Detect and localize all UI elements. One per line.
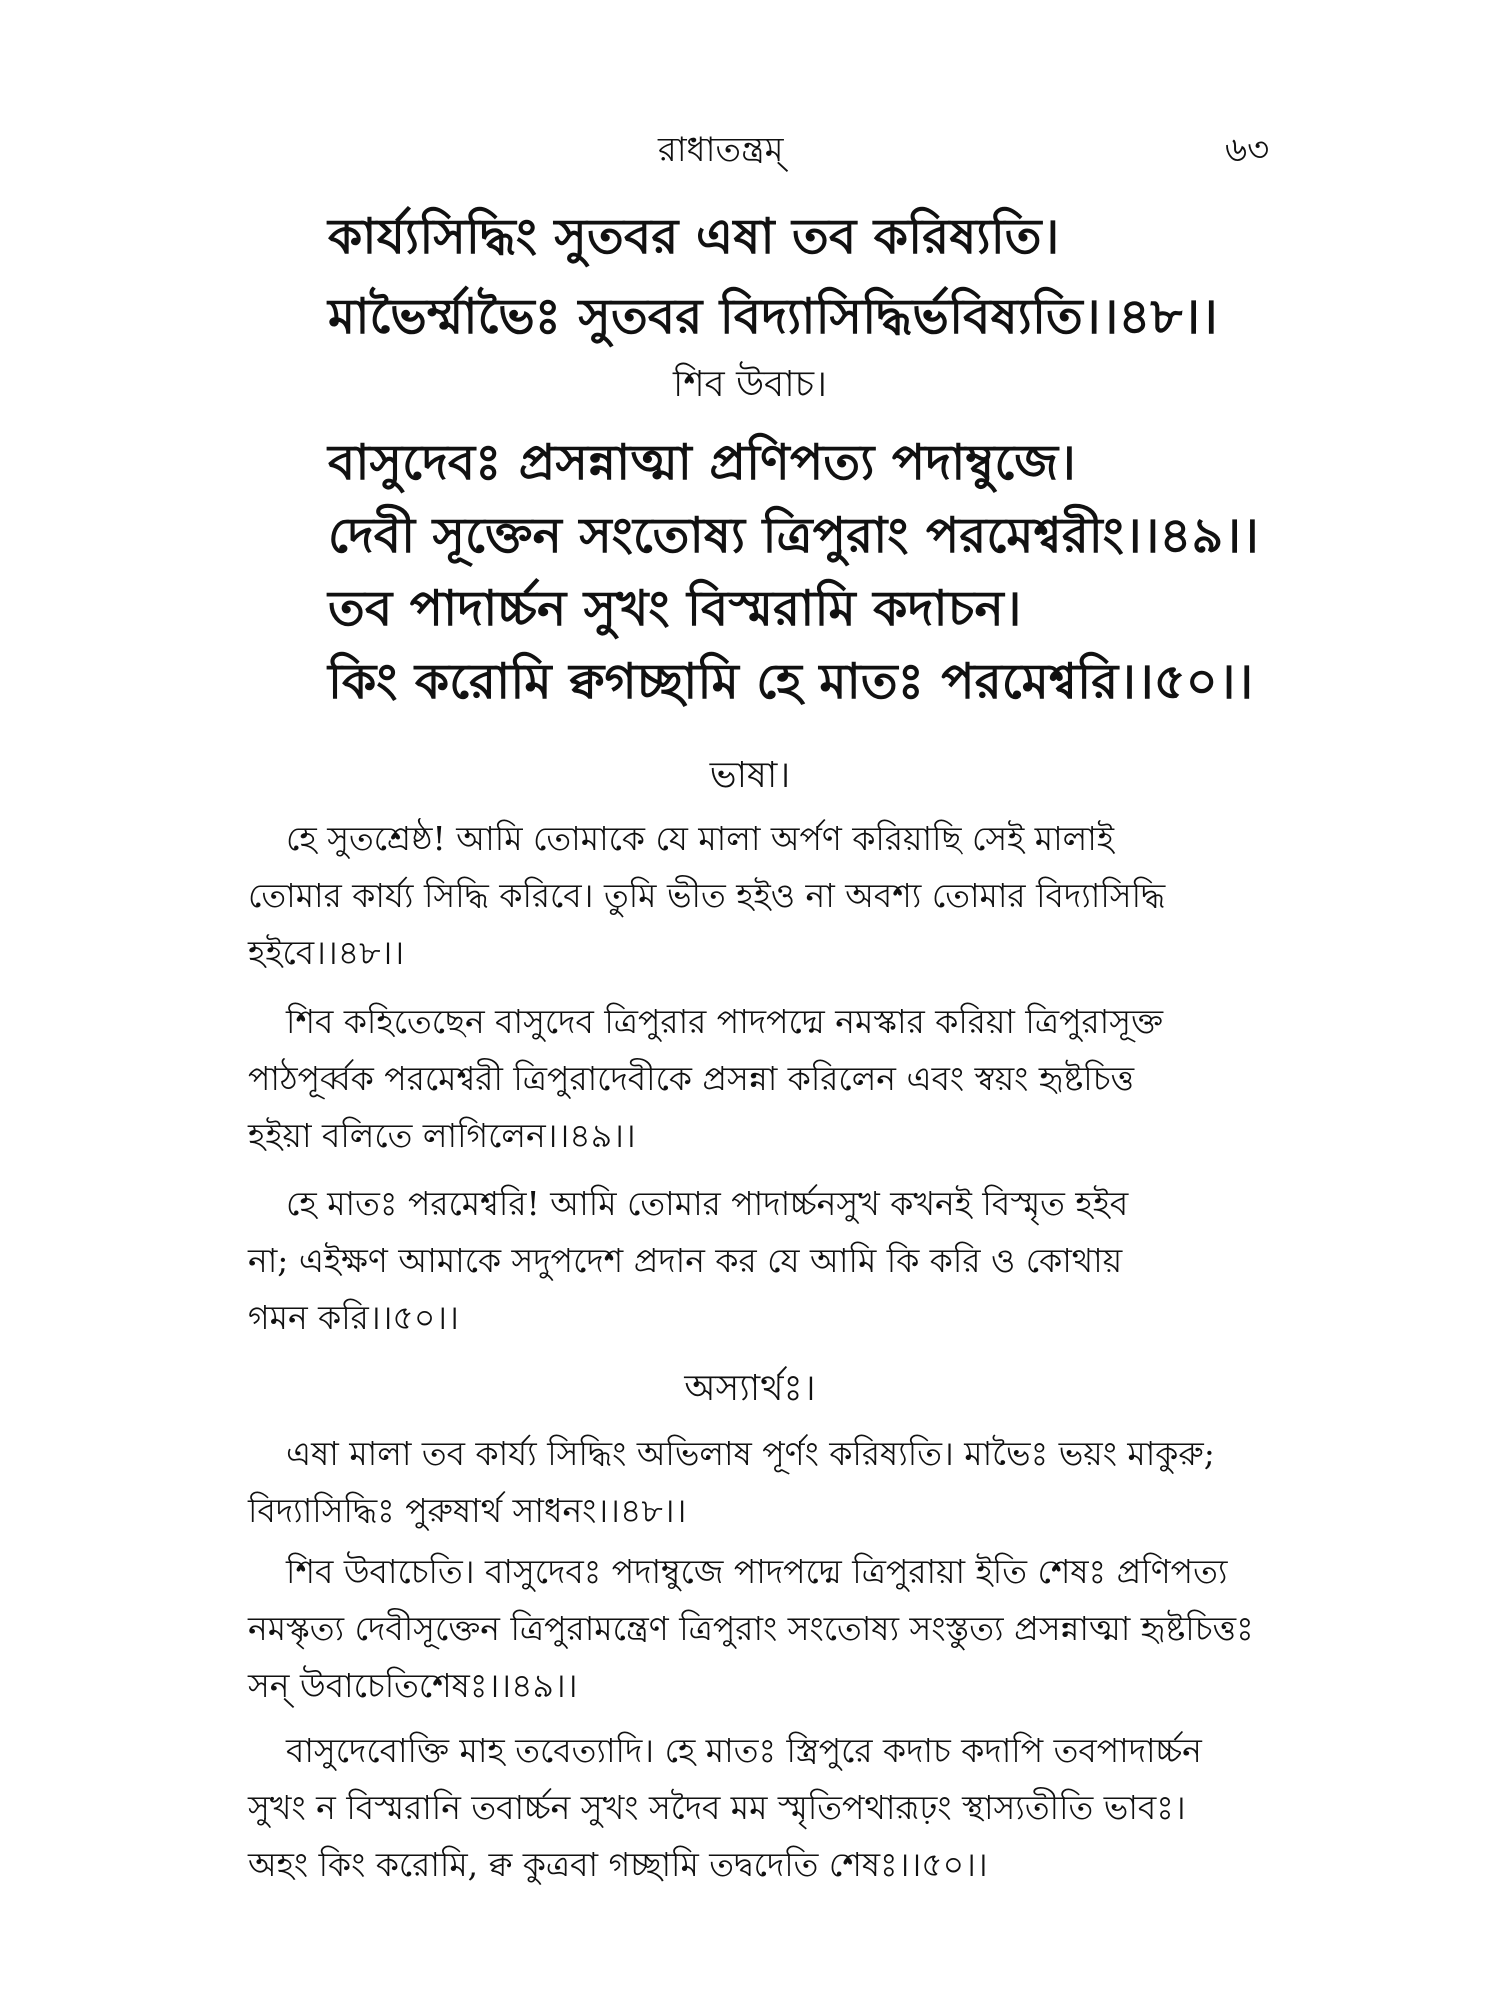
text-line: নমস্কৃত্য দেবীসূক্তেন ত্রিপুরামন্ত্রেণ ত্রিপুরাং সংতোষ্য সংস্তুত্য প্রসন্নাত্মা হৃষ্টচিত্তঃ: [248, 1609, 1254, 1648]
text-line: গমন করি।।৫০।।: [248, 1298, 459, 1337]
commentary-paragraph: [248, 1543, 1254, 1714]
verse-line: বাসুদেবঃ প্রসন্নাত্মা প্রণিপত্য পদাম্বুজে।: [328, 433, 1076, 491]
translation-paragraph: [248, 1175, 1188, 1346]
verse-line: মাভৈর্ম্মাভৈঃ সুতবর বিদ্যাসিদ্ধির্ভবিষ্যতি।।৪৮।।: [328, 287, 1218, 345]
text-line: এষা মালা তব কার্য্য সিদ্ধিং অভিলাষ পূর্ণং করিষ্যতি। মাভৈঃ ভয়ং মাকুরু;: [286, 1434, 1215, 1473]
verse-line: দেবী সূক্তেন সংতোষ্য ত্রিপুরাং পরমেশ্বরীং।।৪৯।।: [328, 506, 1259, 564]
text-line: সুখং ন বিস্মরানি তবার্চ্চন সুখং সদৈব মম স্মৃতিপথারূঢ়ং স্থাস্যতীতি ভাবঃ।: [248, 1788, 1186, 1827]
text-line: হইবে।।৪৮।।: [248, 933, 405, 972]
text-line: অহং কিং করোমি, ক্ব কুত্রবা গচ্ছামি তদ্বদেতি শেষঃ।।৫০।।: [248, 1845, 988, 1884]
text-line: শিব উবাচেতি। বাসুদেবঃ পদাম্বুজে পাদপদ্মে ত্রিপুরায়া ইতি শেষঃ প্রণিপত্য: [286, 1552, 1228, 1591]
text-line: হইয়া বলিতে লাগিলেন।।৪৯।।: [248, 1116, 636, 1155]
commentary-paragraph: [248, 1722, 1202, 1893]
text-line: বিদ্যাসিদ্ধিঃ পুরুষার্থ সাধনং।।৪৮।।: [248, 1491, 687, 1530]
text-line: তোমার কার্য্য সিদ্ধি করিবে। তুমি ভীত হইও না অবশ্য তোমার বিদ্যাসিদ্ধি: [248, 876, 1166, 915]
text-line: হে মাতঃ পরমেশ্বরি! আমি তোমার পাদার্চ্চনসুখ কখনই বিস্মৃত হইব: [286, 1184, 1129, 1223]
verse-line: কিং করোমি ক্বগচ্ছামি হে মাতঃ পরমেশ্বরি।।৫০।।: [328, 652, 1254, 710]
translation-heading: ভাষা।: [709, 755, 791, 796]
page-number: ৬৩: [1225, 130, 1270, 170]
verse-line: তব পাদার্চ্চন সুখং বিস্মরামি কদাচন।: [328, 579, 1022, 637]
translation-paragraph: [248, 993, 1188, 1164]
verse-line: কার্য্যসিদ্ধিং সুতবর এষা তব করিষ্যতি।: [328, 207, 1060, 265]
text-line: হে সুতশ্রেষ্ঠ! আমি তোমাকে যে মালা অর্পণ করিয়াছি সেই মালাই: [286, 819, 1115, 858]
running-title: রাধাতন্ত্রম্: [658, 130, 784, 170]
text-line: না; এইক্ষণ আমাকে সদুপদেশ প্রদান কর যে আমি কি করি ও কোথায়: [248, 1241, 1123, 1280]
commentary-heading: অস্যার্থঃ।: [684, 1368, 816, 1409]
text-line: সন্ উবাচেতিশেষঃ।।৪৯।।: [248, 1666, 578, 1705]
text-line: শিব কহিতেছেন বাসুদেব ত্রিপুরার পাদপদ্মে নমস্কার করিয়া ত্রিপুরাসূক্ত: [286, 1002, 1164, 1041]
speaker-heading: শিব উবাচ।: [673, 364, 827, 405]
commentary-paragraph: [248, 1425, 1215, 1539]
text-line: পাঠপূর্ব্বক পরমেশ্বরী ত্রিপুরাদেবীকে প্রসন্না করিলেন এবং স্বয়ং হৃষ্টচিত্ত: [248, 1059, 1135, 1098]
translation-paragraph: [248, 810, 1188, 981]
text-line: বাসুদেবোক্তি মাহ তবেত্যাদি। হে মাতঃ স্ত্রিপুরে কদাচ কদাপি তবপাদার্চ্চন: [286, 1731, 1202, 1770]
